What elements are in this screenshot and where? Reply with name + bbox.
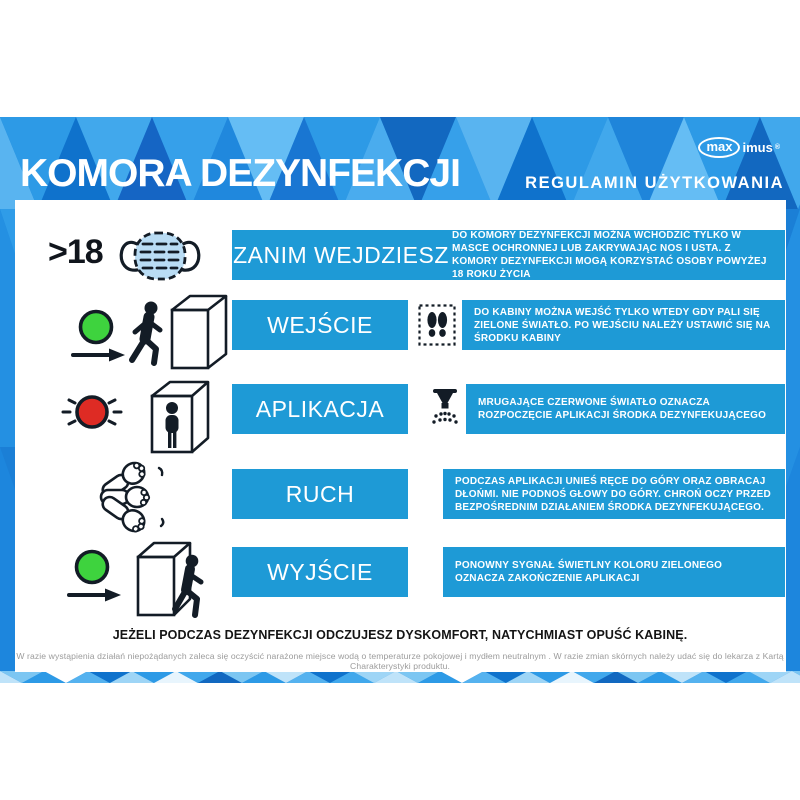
row3-label-text: APLIKACJA <box>255 395 385 422</box>
page-subtitle: REGULAMIN UŻYTKOWANIA <box>525 174 784 192</box>
row5-label-text: WYJŚCIE <box>267 558 373 585</box>
row2-description-box <box>462 300 785 350</box>
row3-description-box <box>466 384 785 434</box>
registered-mark: ® <box>774 144 780 151</box>
spray-nozzle-icon <box>428 388 462 432</box>
green-light-icon-exit <box>66 548 124 602</box>
row4-description: PODCZAS APLIKACJI UNIEŚ RĘCE DO GÓRY ORAZ OBRACAJ DŁOŃMI. NIE PODNOŚ GŁOWY DO GÓRY. CHROŃ OCZY PRZED BEZPOŚREDNIM DZIAŁANIEM ŚRODKA DEZYNFEKUJĄCEGO. <box>455 475 771 513</box>
row1-label: ZANIM WEJDZIESZ <box>233 241 449 268</box>
row4-label-text: RUCH <box>285 480 355 507</box>
logo-imus: imus <box>742 140 773 155</box>
disclaimer-text: W razie wystąpienia działań niepożądanych zaleca się oczyścić narażone miejsce wodą o temperaturze pokojowej i mydłem neutralnym . W razie zmian skórnych należy udać się do lekarza z Kartą Charakterystyki produktu. <box>16 651 784 671</box>
cabin-icon <box>168 292 230 374</box>
face-mask-icon <box>112 227 208 285</box>
row5-label <box>232 547 408 597</box>
row2-label <box>232 300 408 350</box>
green-light-icon <box>70 308 128 362</box>
footprints-icon <box>418 304 456 346</box>
rotating-hands-icon <box>92 460 182 534</box>
row4-description-box <box>443 469 785 519</box>
age-limit: >18 <box>48 233 103 271</box>
row3-description: MRUGAJĄCE CZERWONE ŚWIATŁO OZNACZA ROZPOCZĘCIE APLIKACJI ŚRODKA DEZYNFEKUJĄCEGO <box>478 397 767 421</box>
page-title: KOMORA DEZYNFEKCJI <box>20 152 460 195</box>
row5-description: PONOWNY SYGNAŁ ŚWIETLNY KOLORU ZIELONEGO OZNACZA ZAKOŃCZENIE APLIKACJI <box>455 560 723 584</box>
maximus-logo <box>698 137 780 158</box>
person-in-cabin-icon <box>146 376 228 458</box>
person-exiting-cabin-icon <box>134 535 224 623</box>
row2-label-text: WEJŚCIE <box>267 311 373 338</box>
blinking-red-light-icon <box>58 392 126 432</box>
row1-description: DO KOMORY DEZYNFEKCJI MOŻNA WCHODZIĆ TYLKO W MASCE OCHRONNEJ LUB ZAKRYWAJĄC NOS I USTA. Z KOMORY DEZYNFEKCJI MOGĄ KORZYSTAĆ OSOBY POWYŻEJ 18 ROKU ŻYCIA <box>452 230 767 280</box>
row4-label <box>232 469 408 519</box>
row5-description-box <box>443 547 785 597</box>
walking-person-icon <box>124 301 170 367</box>
row2-description: DO KABINY MOŻNA WEJŚĆ TYLKO WTEDY GDY PALI SIĘ ZIELONE ŚWIATŁO. PO WEJŚCIU NALEŻY USTAWIĆ SIĘ NA ŚRODKU KABINY <box>474 306 771 344</box>
row3-label <box>232 384 408 434</box>
row-zanim-wejdziesz <box>232 230 785 280</box>
logo-max: max <box>698 137 740 158</box>
warning-text: JEŻELI PODCZAS DEZYNFEKCJI ODCZUJESZ DYSKOMFORT, NATYCHMIAST OPUŚĆ KABINĘ. <box>112 628 688 642</box>
